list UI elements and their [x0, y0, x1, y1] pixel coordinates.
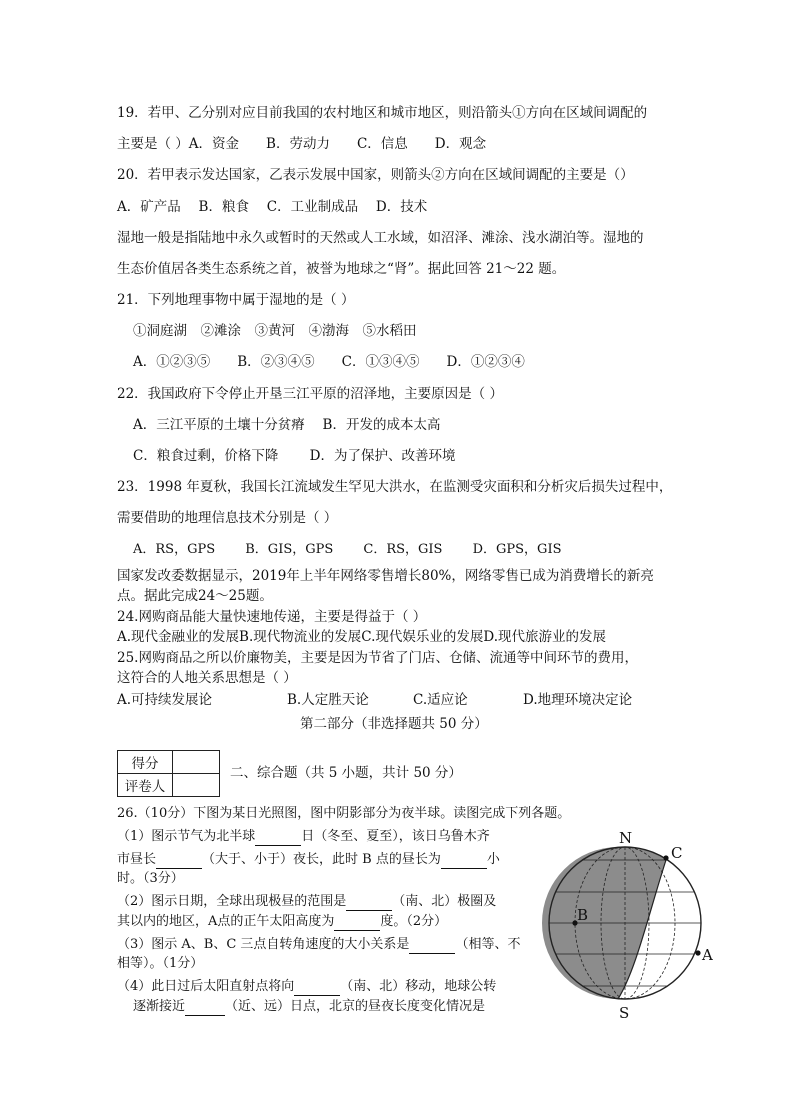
- label-b: B: [577, 906, 589, 924]
- point-c: [663, 855, 668, 860]
- q20-line2: A．矿产品 B．粮食 C．工业制成品 D．技术: [117, 199, 428, 215]
- ecommerce-intro-line1: 国家发改委数据显示，2019年上半年网络零售增长80%，网络零售已成为消费增长的新亮: [117, 568, 654, 584]
- wetland-intro-line2: 生态价值居各类生态系统之首，被誉为地球之“肾”。据此回答 21～22 题。: [117, 261, 566, 277]
- q26-blank-day-length[interactable]: [156, 854, 202, 869]
- q26-blank-polar-day[interactable]: [346, 896, 392, 911]
- q22-stem: 22．我国政府下令停止开垦三江平原的沼泽地，主要原因是（ ）: [117, 386, 503, 402]
- q26-blank-angular-speed[interactable]: [409, 939, 455, 954]
- q26-part3-line2: 相等）。（1分）: [117, 956, 204, 971]
- q26-p3-text-b: （相等、不: [455, 937, 521, 952]
- q26-part2-line1: [117, 893, 496, 911]
- q26-p4-text-d: （近、远）日点，北京的昼夜长度变化情况是: [225, 999, 486, 1014]
- q26-p1-text-e: 小: [486, 852, 500, 867]
- q26-blank-solar-term[interactable]: [255, 831, 301, 846]
- q26-part4-line2: [133, 998, 485, 1016]
- label-n: N: [619, 829, 633, 847]
- label-s: S: [619, 1004, 630, 1022]
- q19-line2: 主要是（ ）A．资金 B．劳动力 C．信息 D．观念: [117, 136, 487, 152]
- part2-title: 第二部分（非选择题共 50 分）: [300, 716, 488, 732]
- section-title: 二、综合题（共 5 小题，共计 50 分）: [230, 765, 462, 781]
- q21-items: ①洞庭湖 ②滩涂 ③黄河 ④渤海 ⑤水稻田: [133, 323, 417, 339]
- q26-p4-text-b: （南、北）移动，地球公转: [340, 979, 497, 994]
- q25-option-c: C.适应论: [413, 692, 468, 708]
- q26-p2-text-a: （2）图示日期，全球出现极昼的范围是: [117, 894, 347, 909]
- q25-option-d: D.地理环境决定论: [523, 692, 633, 708]
- q23-line1: 23．1998 年夏秋，我国长江流域发生罕见大洪水，在监测受灾面积和分析灾后损失过程中，: [117, 479, 673, 495]
- score-table: [117, 750, 220, 797]
- score-label: 得分: [118, 751, 173, 774]
- label-a: A: [702, 946, 713, 964]
- q26-p2-text-d: 度。（2分）: [380, 914, 448, 929]
- label-c: C: [671, 844, 683, 862]
- q26-p3-text-a: （3）图示 A、B、C 三点自转角速度的大小关系是: [117, 937, 410, 952]
- q26-part1-line2: [117, 851, 500, 869]
- q26-blank-perihelion[interactable]: [185, 1001, 225, 1016]
- q26-p2-text-c: 其以内的地区，A点的正午太阳高度为: [117, 914, 335, 929]
- q21-stem: 21．下列地理事物中属于湿地的是（ ）: [117, 292, 355, 308]
- q22-options1: A．三江平原的土壤十分贫瘠 B．开发的成本太高: [133, 417, 441, 433]
- q26-p1-text-a: （1）图示节气为北半球: [117, 829, 256, 844]
- q26-p1-text-b: 日（冬至、夏至），该日乌鲁木齐: [301, 829, 490, 844]
- q23-options: A．RS，GPS B．GIS，GPS C．RS，GIS D．GPS，GIS: [133, 542, 562, 557]
- q26-blank-b-day-length[interactable]: [441, 854, 487, 869]
- q25-option-b: B.人定胜天论: [287, 692, 369, 708]
- q24-options: A.现代金融业的发展B.现代物流业的发展C.现代娱乐业的发展D.现代旅游业的发展: [117, 629, 607, 645]
- q26-part2-line2: [117, 913, 447, 931]
- q26-p2-text-b: （南、北）极圈及: [392, 894, 497, 909]
- point-a: [695, 950, 700, 955]
- q26-p1-text-c: 市昼长: [117, 852, 157, 867]
- q25-option-a: A.可持续发展论: [117, 692, 213, 708]
- illumination-diagram: [540, 820, 720, 1025]
- q26-part4-line1: [117, 978, 496, 996]
- wetland-intro-line1: 湿地一般是指陆地中永久或暂时的天然或人工水域，如沼泽、滩涂、浅水湖泊等。湿地的: [117, 230, 644, 246]
- q26-p4-text-c: 逐渐接近: [133, 999, 186, 1014]
- q26-intro: 26.（10分）下图为某日光照图，图中阴影部分为夜半球。读图完成下列各题。: [117, 806, 571, 821]
- q26-part1-line1: [117, 828, 490, 846]
- q19-line1: 19．若甲、乙分别对应目前我国的农村地区和城市地区，则沿箭头①方向在区域间调配的: [117, 105, 648, 121]
- q20-line1: 20．若甲表示发达国家，乙表示发展中国家，则箭头②方向在区域间调配的主要是（）: [117, 167, 634, 183]
- q22-options2: C．粮食过剩，价格下降 D．为了保护、改善环境: [133, 448, 456, 464]
- score-cell: [173, 751, 220, 774]
- q26-blank-direct-point[interactable]: [294, 981, 340, 996]
- grader-cell: [173, 774, 220, 797]
- q26-part3-line1: [117, 936, 520, 954]
- q26-p4-text-a: （4）此日过后太阳直射点将向: [117, 979, 295, 994]
- q26-p1-text-d: （大于、小于）夜长，此时 B 点的昼长为: [202, 852, 441, 867]
- grader-label: 评卷人: [118, 774, 173, 797]
- q24-stem: 24.网购商品能大量快速地传递，主要是得益于（ ）: [117, 609, 427, 625]
- q26-blank-noon-altitude[interactable]: [334, 916, 380, 931]
- q26-part1-line3: 时。（3分）: [117, 871, 184, 886]
- ecommerce-intro-line2: 点。据此完成24～25题。: [117, 588, 273, 604]
- q25-line1: 25.网购商品之所以价廉物美，主要是因为节省了门店、仓储、流通等中间环节的费用，: [117, 650, 638, 666]
- q21-options: A．①②③⑤ B．②③④⑤ C．①③④⑤ D．①②③④: [133, 354, 525, 370]
- q23-line2: 需要借助的地理信息技术分别是（ ）: [117, 510, 338, 526]
- q25-line2: 这符合的人地关系思想是（ ）: [117, 670, 297, 686]
